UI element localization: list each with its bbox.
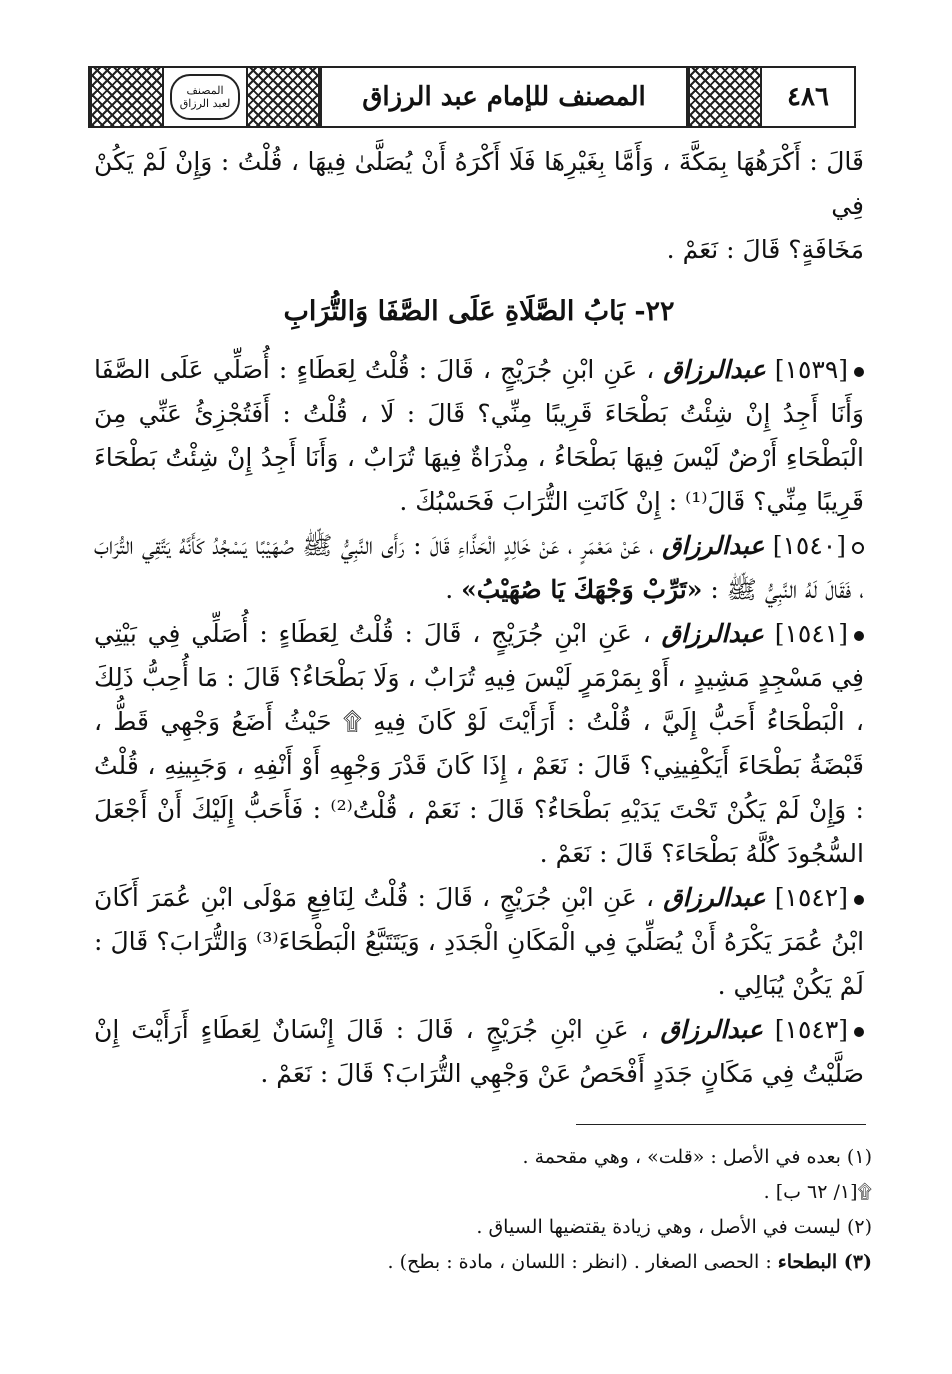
hadith-1543 (94, 1008, 864, 1096)
narrator: عبدالرزاق (662, 531, 765, 560)
hadith-number: [١٥٤١] (774, 619, 848, 648)
hadith-text: ، عَنِ ابْنِ جُرَيْجٍ ، قَالَ : قُلْتُ لِنَافِعٍ مَوْلَى ابْنِ عُمَرَ أَكَانَ ابْنُ عُمَرَ يَكْرَهُ أَنْ يُصَلِّيَ فِي الْمَكَانِ الْجَدَدِ ، وَيَتَتَبَّعُ الْبَطْحَاءَ⁽³⁾ وَالتُّرَابَ؟ قَالَ : لَمْ يَكُنْ يُبَالِي . (94, 883, 865, 1000)
bullet-icon (854, 367, 864, 377)
hadith-number: [١٥٤٣] (774, 1015, 849, 1044)
hadith-number: [١٥٤٢] (774, 883, 848, 912)
footnote-1: (١) بعده في الأصل : «قلت» ، وهي مقحمة . (522, 1146, 872, 1168)
ornament-middle (246, 68, 320, 126)
hadith-text: ، عَنِ ابْنِ جُرَيْجٍ ، قَالَ : قُلْتُ لِعَطَاءٍ : أُصَلِّي فِي بَيْتِي فِي مَسْجِدٍ مَشِيدٍ ، أَوْ بِمَرْمَرٍ لَيْسَ فِيهِ تُرَابٌ ، وَلَا بَطْحَاءُ؟ قَالَ : مَا أُحِبُّ ذَلِكَ ، الْبَطْحَاءُ أَحَبُّ إِلَيَّ ، قُلْتُ : أَرَأَيْتَ لَوْ كَانَ فِيهِ ۩ حَيْثُ أَضَعُ وَجْهِي قَطُّ ، قَبْضَةُ بَطْحَاءَ أَيَكْفِينِي؟ قَالَ : نَعَمْ ، إِذَا كَانَ قَدْرَ وَجْهِهِ أَوْ أَنْفِهِ ، وَجَبِينِهِ ، قُلْتُ : وَإِنْ لَمْ يَكُنْ تَحْتَ يَدَيْهِ بَطْحَاءُ؟ قَالَ : نَعَمْ ، قُلْتُ⁽²⁾ : فَأَحَبُّ إِلَيْكَ أَنْ أَجْعَلَ السُّجُودَ كُلَّهُ بَطْحَاءَ؟ قَالَ : نَعَمْ . (94, 619, 864, 868)
hadith-tail: . (445, 575, 454, 604)
narrator: عبدالرزاق (663, 883, 766, 912)
ornament-left (90, 68, 164, 126)
bullet-icon (854, 895, 864, 905)
footnote-2: (٢) ليست في الأصل ، وهي زيادة يقتضيها السياق . (476, 1216, 872, 1238)
page-number: ٤٨٦ (787, 82, 829, 112)
footnote-folio: ۩[١/ ٦٢ ب] . (763, 1181, 872, 1203)
hadith-1542 (94, 876, 864, 1008)
hadith-1541 (94, 612, 864, 876)
footnotes (94, 1140, 872, 1280)
hadith-number: [١٥٤٠] (772, 531, 846, 560)
opening-line-2: مَخَافَةٍ؟ قَالَ : نَعَمْ . (666, 235, 864, 264)
hadith-1540 (94, 524, 864, 612)
book-title: المصنف للإمام عبد الرزاق (320, 68, 688, 126)
page-header (88, 66, 856, 128)
ring-marker-icon (852, 542, 864, 554)
footnote-divider (576, 1124, 866, 1125)
opening-line-1: قَالَ : أَكْرَهُهَا بِمَكَّةَ ، وَأَمَّا بِغَيْرِهَا فَلَا أَكْرَهُ أَنْ يُصَلَّىٰ فِيهَا ، قُلْتُ : وَإِنْ لَمْ يَكُنْ فِي (94, 147, 864, 220)
prophetic-quote: «تَرِّبْ وَجْهَكَ يَا صُهَيْبُ» (461, 575, 703, 604)
hadith-number: [١٥٣٩] (774, 355, 849, 384)
book-seal (170, 74, 240, 120)
footnote-3-term: (٣) البطحاء (777, 1251, 872, 1273)
main-text (94, 140, 864, 1096)
narrator: عبدالرزاق (660, 1015, 763, 1044)
chapter-title: ٢٢- بَابُ الصَّلَاةِ عَلَى الصَّفَا وَالتُّرَابِ (283, 296, 675, 327)
footnote-3 (94, 1245, 872, 1279)
seal-line-2: لعبد الرزاق (179, 97, 231, 110)
hadith-text: ، عَنْ مَعْمَرٍ ، عَنْ خَالِدٍ الْحَذَّاءِ قَالَ : رَأَى النَّبِيُّ ﷺ صُهَيْبًا يَسْجُدُ كَأَنَّهُ يَتَّقِي التُّرَابَ ، فَقَالَ لَهُ النَّبِيُّ ﷺ : (94, 531, 864, 604)
bullet-icon (854, 1027, 864, 1037)
footnote-3-text: : الحصى الصغار . (انظر : اللسان ، مادة : بطح) . (387, 1251, 772, 1273)
hadith-text: ، عَنِ ابْنِ جُرَيْجٍ ، قَالَ : قَالَ إِنْسَانٌ لِعَطَاءٍ أَرَأَيْتَ إِنْ صَلَّيْتُ فِي مَكَانٍ جَدَدٍ أَفْحَصُ عَنْ وَجْهِي التُّرَابَ؟ قَالَ : نَعَمْ . (94, 1015, 864, 1088)
narrator: عبدالرزاق (661, 619, 764, 648)
ornament-right (688, 68, 762, 126)
hadith-text: ، عَنِ ابْنِ جُرَيْجٍ ، قَالَ : قُلْتُ لِعَطَاءٍ : أُصَلِّي عَلَى الصَّفَا وَأَنَا أَجِدُ إِنْ شِئْتُ بَطْحَاءَ قَرِيبًا مِنِّي؟ قَالَ : لَا ، قُلْتُ : أَفَتُجْزِئُ عَنِّي مِنَ الْبَطْحَاءِ أَرْضٌ لَيْسَ فِيهَا بَطْحَاءُ ، مِذْرَاةٌ فِيهَا تُرَابٌ ، وَأَنَا أَجِدُ إِنْ شِئْتُ بَطْحَاءَ قَرِيبًا مِنِّي؟ قَالَ⁽¹⁾ : إِنْ كَانَتِ التُّرَابَ فَحَسْبُكَ . (94, 355, 864, 516)
hadith-1539 (94, 348, 864, 524)
bullet-icon (854, 631, 864, 641)
narrator: عبدالرزاق (663, 355, 766, 384)
seal-line-1: المصنف (186, 84, 224, 97)
